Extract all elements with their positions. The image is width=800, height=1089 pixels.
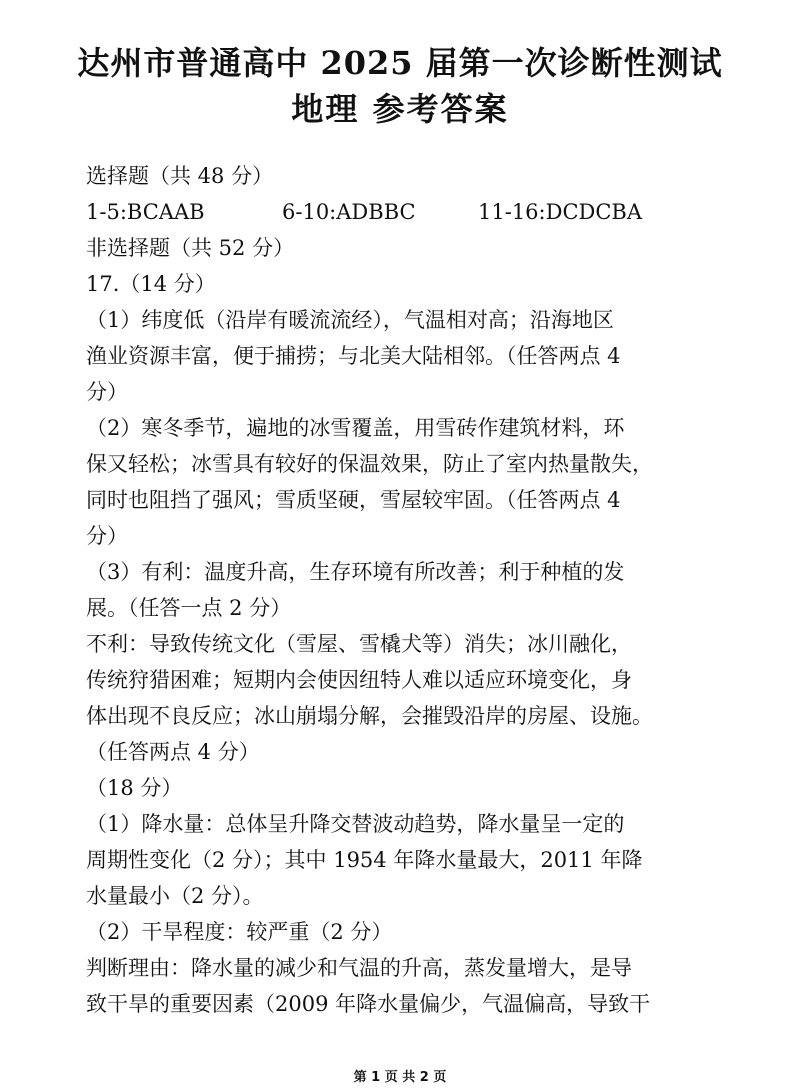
answer-line: （1）纬度低（沿岸有暖流流经），气温相对高；沿海地区	[86, 308, 614, 332]
answer-line: 水量最小（2 分）。	[86, 884, 264, 908]
page-number: 第 1 页 共 2 页	[353, 1070, 447, 1085]
answer-line: （2）干旱程度：较严重（2 分）	[86, 920, 393, 944]
answer-line: 致干旱的重要因素（2009 年降水量偏少，气温偏高，导致干	[86, 992, 651, 1016]
answer-line: 体出现不良反应；冰山崩塌分解，会摧毁沿岸的房屋、设施。	[86, 704, 653, 728]
answer-line: （18 分）	[86, 776, 183, 800]
answer-line: （1）降水量：总体呈升降交替波动趋势，降水量呈一定的	[86, 812, 625, 836]
mcq-answers-row	[86, 194, 716, 230]
document-subtitle: 地理 参考答案	[291, 90, 509, 128]
answer-line: （任答两点 4 分）	[86, 740, 260, 764]
answer-line: （3）有利：温度升高，生存环境有所改善；利于种植的发	[86, 560, 625, 584]
answer-line: 保又轻松；冰雪具有较好的保温效果，防止了室内热量散失，	[86, 452, 653, 476]
answer-line: 渔业资源丰富，便于捕捞；与北美大陆相邻。（任答两点 4	[86, 344, 621, 368]
answer-line: 不利：导致传统文化（雪屋、雪橇犬等）消失；冰川融化，	[86, 632, 632, 656]
answer-content	[86, 158, 716, 1022]
answer-line: 分）	[86, 524, 128, 548]
answer-line: 传统狩猎困难；短期内会使因纽特人难以适应环境变化，身	[86, 668, 632, 692]
answer-line: 周期性变化（2 分）；其中 1954 年降水量最大，2011 年降	[86, 848, 643, 872]
mcq-answer-group: 1-5:BCAAB	[86, 200, 205, 224]
mcq-answer-group: 11-16:DCDCBA	[478, 200, 643, 224]
mcq-answer-group: 6-10:ADBBC	[282, 200, 416, 224]
answer-line: 展。（任答一点 2 分）	[86, 596, 292, 620]
mcq-heading: 选择题（共 48 分）	[86, 164, 274, 188]
answer-line: 同时也阻挡了强风；雪质坚硬，雪屋较牢固。（任答两点 4	[86, 488, 621, 512]
document-title: 达州市普通高中 2025 届第一次诊断性测试	[77, 44, 723, 82]
answer-line: 判断理由：降水量的减少和气温的升高，蒸发量增大，是导	[86, 956, 632, 980]
answer-line: 17.（14 分）	[86, 272, 216, 296]
answer-line: （2）寒冬季节，遍地的冰雪覆盖，用雪砖作建筑材料，环	[86, 416, 625, 440]
answer-line: 分）	[86, 380, 128, 404]
free-response-heading: 非选择题（共 52 分）	[86, 236, 295, 260]
